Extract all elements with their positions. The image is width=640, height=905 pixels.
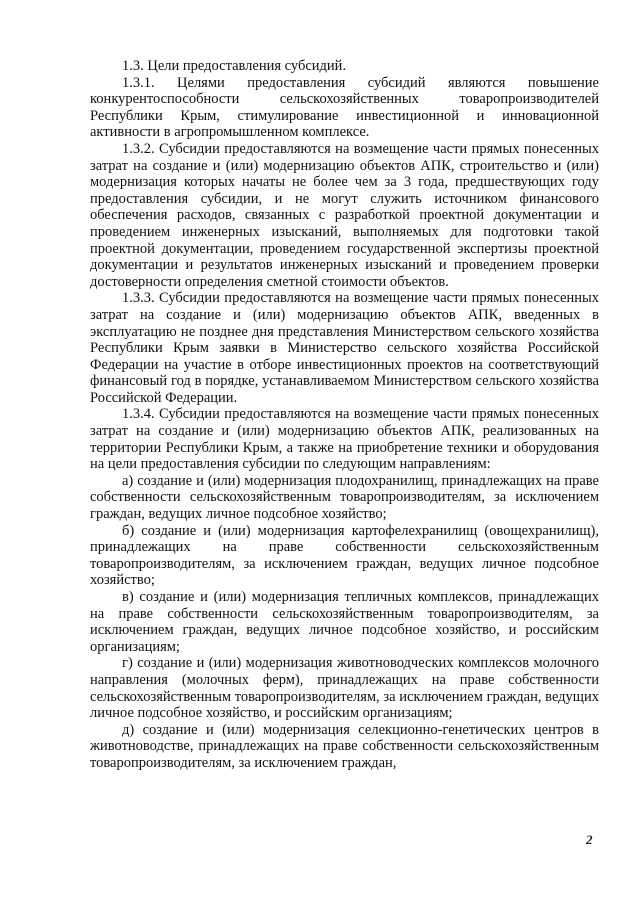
paragraph-1-3-2: 1.3.2. Субсидии предоставляются на возмещение части прямых понесенных затрат на создание и (или) модернизацию объектов АПК, строительство и (или) модернизация которых начаты не более чем за 3 года, предшествующих году предоставления субсидии, и не могут служить источником финансового обеспечения расходов, связанных с разработкой проектной документации и проведением инженерных изысканий, выполняемых для подготовки такой проектной документации, проведением государственной экспертизы проектной документации и результатов инженерных изысканий и проведением проверки достоверности определения сметной стоимости объектов. [90, 140, 599, 290]
list-item-g: г) создание и (или) модернизация животноводческих комплексов молочного направления (молочных ферм), принадлежащих на праве собственности сельскохозяйственным товаропроизводителям, за исключением граждан, ведущих личное подсобное хозяйство, и российским организациям; [90, 655, 599, 722]
paragraph-1-3-4: 1.3.4. Субсидии предоставляются на возмещение части прямых понесенных затрат на создание и (или) модернизацию объектов АПК, реализованных на территории Республики Крым, а также на приобретение техники и оборудования на цели предоставления субсидии по следующим направлениям: [90, 406, 599, 473]
section-heading: 1.3. Цели предоставления субсидий. [122, 58, 347, 74]
document-body [90, 58, 599, 772]
list-item-d: д) создание и (или) модернизация селекционно-генетических центров в животноводстве, принадлежащих на праве собственности сельскохозяйственным товаропроизводителям, за исключением граждан, [90, 721, 599, 771]
list-item-b: б) создание и (или) модернизация картофелехранилищ (овощехранилищ), принадлежащих на праве собственности сельскохозяйственным товаропроизводителям, за исключением граждан, ведущих личное подсобное хозяйство; [90, 522, 599, 589]
list-item-v: в) создание и (или) модернизация тепличных комплексов, принадлежащих на праве собственности сельскохозяйственным товаропроизводителям, за исключением граждан, ведущих личное подсобное хозяйство, и российским организациям; [90, 589, 599, 655]
paragraph-1-3-1: 1.3.1. Целями предоставления субсидий являются повышение конкурентоспособности сельскохозяйственных товаропроизводителей Республики Крым, стимулирование инвестиционной и инновационной активности в агропромышленном комплексе. [90, 74, 599, 141]
page-number: 2 [586, 832, 593, 847]
list-item-a: а) создание и (или) модернизация плодохранилищ, принадлежащих на праве собственности сельскохозяйственным товаропроизводителям, за исключением граждан, ведущих личное подсобное хозяйство; [90, 472, 599, 523]
paragraph-1-3-3: 1.3.3. Субсидии предоставляются на возмещение части прямых понесенных затрат на создание и (или) модернизацию объектов АПК, введенных в эксплуатацию не позднее дня представления Министерством сельского хозяйства Республики Крым заявки в Министерство сельского хозяйства Российской Федерации на участие в отборе инвестиционных проектов на соответствующий финансовый год в порядке, устанавливаемом Министерством сельского хозяйства Российской Федерации. [90, 290, 599, 406]
